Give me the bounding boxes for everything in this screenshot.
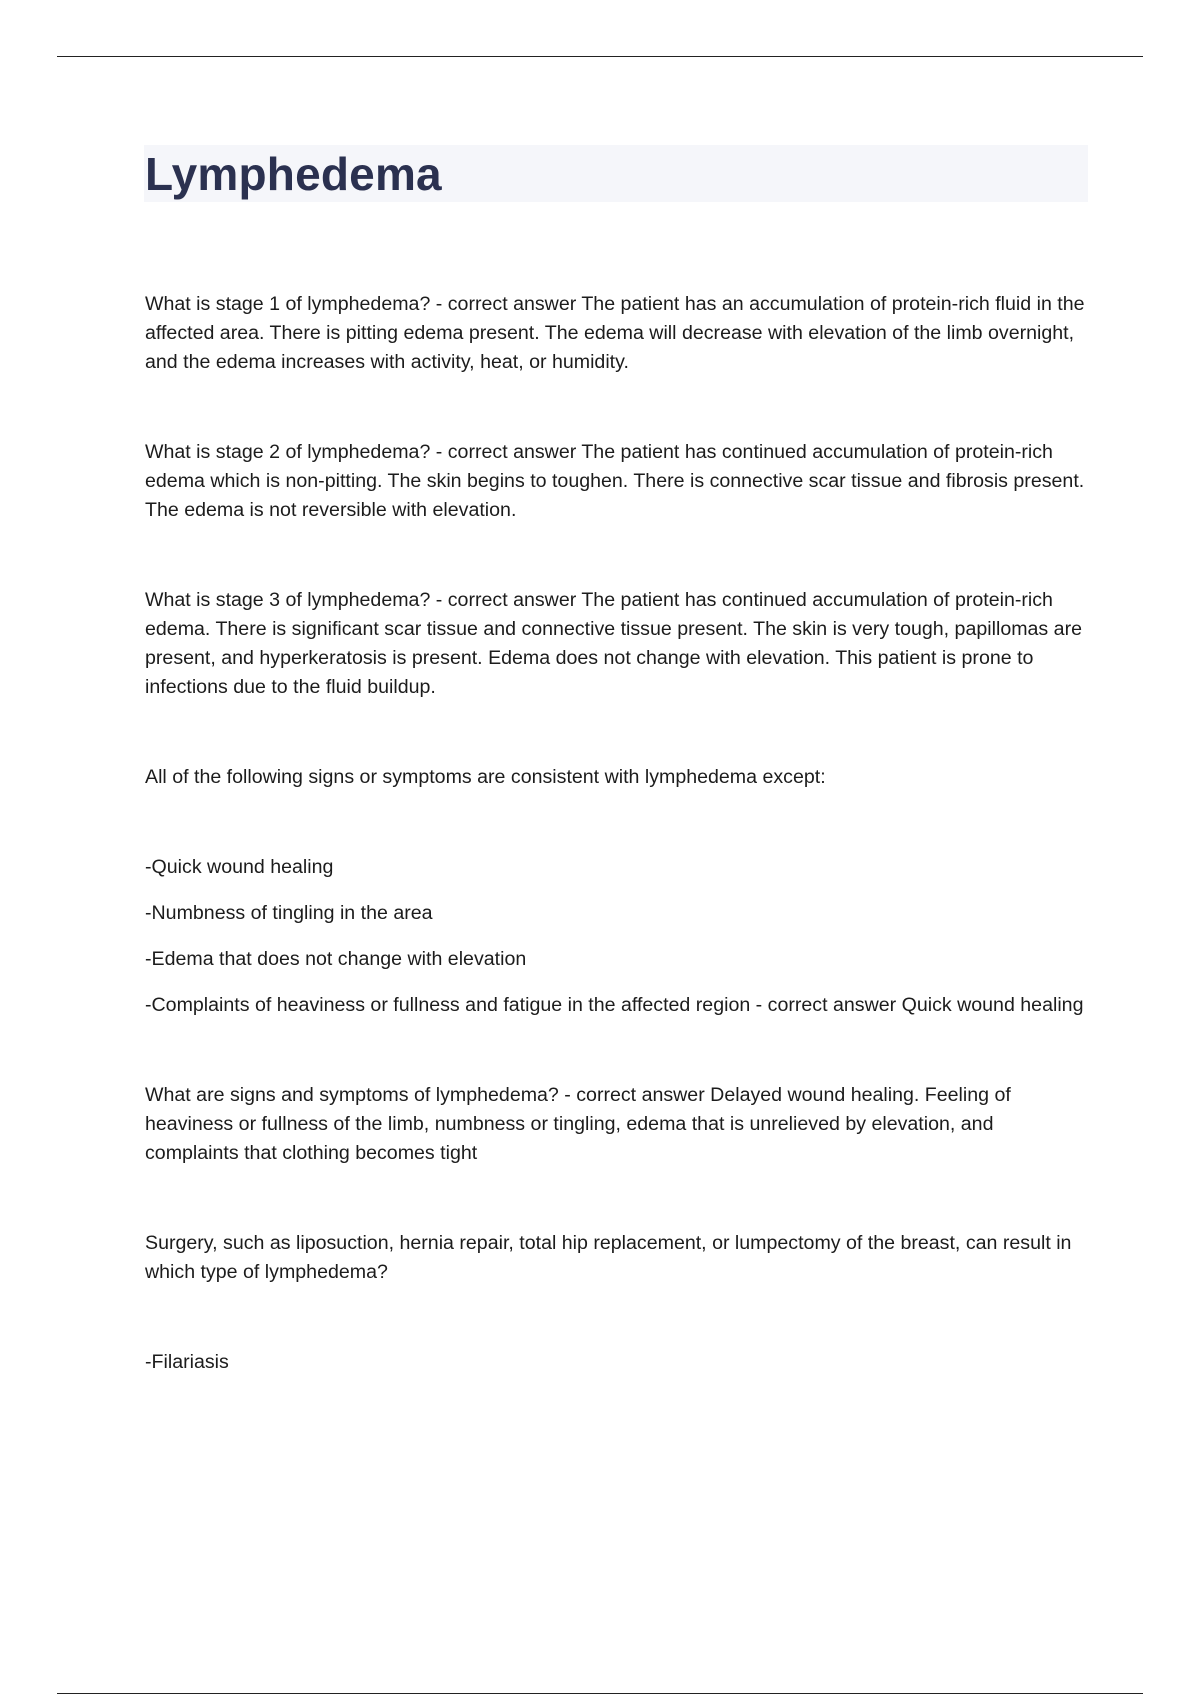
option-item: -Edema that does not change with elevation	[145, 948, 527, 970]
option-item: -Filariasis	[145, 1351, 229, 1373]
qa-stage-2: What is stage 2 of lymphedema? - correct answer The patient has continued accumulation of protein-rich edema which is non-pitting. The skin begins to toughen. There is connective scar tissue and fibrosis present. The edema is not reversible with elevation.	[145, 441, 1085, 521]
question-6-prompt: Surgery, such as liposuction, hernia repair, total hip replacement, or lumpectomy of the breast, can result in which type of lymphedema?	[145, 1232, 1072, 1283]
bottom-rule	[57, 1693, 1143, 1694]
qa-stage-3: What is stage 3 of lymphedema? - correct answer The patient has continued accumulation of protein-rich edema. There is significant scar tissue and connective tissue present. The skin is very tough, papillomas are present, and hyperkeratosis is present. Edema does not change with elevation. This patient is prone to infections due to the fluid buildup.	[145, 589, 1082, 698]
question-6-options	[145, 1348, 1085, 1377]
question-5: What are signs and symptoms of lymphedema? - correct answer Delayed wound healing. Feeling of heaviness or fullness of the limb, numbness or tingling, edema that is unrelieved by elevation, and complaints that clothing becomes tight	[145, 1084, 1011, 1164]
option-item: -Complaints of heaviness or fullness and fatigue in the affected region - correct answer Quick wound healing	[145, 994, 1084, 1016]
qa-stage-1: What is stage 1 of lymphedema? - correct answer The patient has an accumulation of protein-rich fluid in the affected area. There is pitting edema present. The edema will decrease with elevation of the limb overnight, and the edema increases with activity, heat, or humidity.	[145, 293, 1085, 373]
page-title: Lymphedema	[145, 148, 442, 200]
option-item: -Quick wound healing	[145, 856, 334, 878]
question-4-options	[145, 853, 1085, 1020]
document-body	[145, 290, 1085, 1377]
top-rule	[57, 56, 1143, 57]
question-4-prompt: All of the following signs or symptoms are consistent with lymphedema except:	[145, 766, 826, 788]
option-item: -Numbness of tingling in the area	[145, 902, 433, 924]
